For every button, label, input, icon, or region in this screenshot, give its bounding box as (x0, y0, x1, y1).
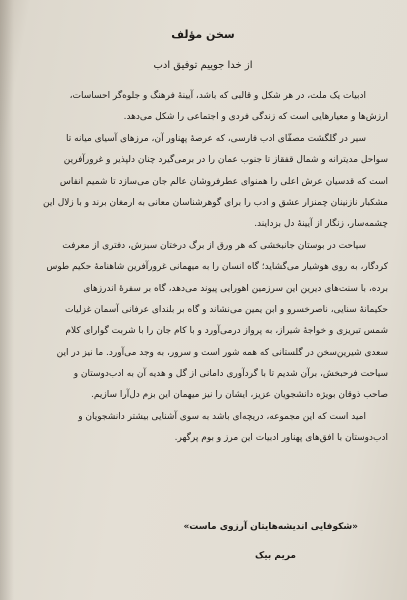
text-line: حکیمانهٔ سنایی، ناصرخسرو و ابن یمین می‌نشاند و گاه بر بلندای عرفانی آسمان غزلیات (64, 304, 388, 315)
text-line: شمس تبریزی و خواجهٔ شیراز، به پرواز درمی‌آورد و با کام جان را با شربت گوارای کلام (65, 326, 388, 337)
text-line: سیاحت فرحبخش، برآن شدیم تا با گردآوری دامانی از گل و هدیه آن به ادب‌دوستان و (73, 369, 388, 380)
text-line: امید است که این مجموعه، دریچه‌ای باشد به سوی آشنایی بیشتر دانشجویان و (78, 411, 366, 422)
text-line: برده، با سنت‌های دیرین این سرزمین اهورایی پیوند می‌دهد، گاه بر سفرهٔ اندرزهای (83, 283, 388, 294)
author-signature: مریم بیک (254, 551, 296, 561)
text-line: صاحب ذوقان بویژه دانشجویان عزیز، ایشان را نیز میهمان این بزم دل‌آرا سازیم. (91, 390, 388, 401)
foreword-body (18, 86, 388, 450)
text-line: است که قدسیان عرش اعلی را همنوای عطرفروشان عالم جان می‌سازد تا شمیم انفاس (59, 176, 388, 187)
foreword-text-block (18, 0, 388, 600)
page-binding-shadow (0, 0, 14, 600)
closing-quote: «شکوفایی اندیشه‌هایتان آرزوی ماست» (183, 522, 358, 532)
text-line: ادبیات یک ملت، در هر شکل و قالبی که باشد، آیینهٔ فرهنگ و جلوه‌گر احساسات، (69, 91, 366, 101)
text-line: سیاحت در بوستان جانبخشی که هر ورق از برگ درختان سبزش، دفتری از معرفت (62, 240, 366, 251)
text-line: سواحل مدیترانه و شمال قفقاز تا جنوب عمان را در برمی‌گیرد چنان دلپذیر و غرورآفرین (63, 155, 388, 166)
text-line: مشکبار نازنینان چمنزار عشق و ادب را برای گوهرشناسان معانی به ارمغان برند و با زلال این (43, 197, 388, 208)
text-line: کردگار، به روی هوشیار می‌گشاید؛ گاه انسان را به میهمانی غرورآفرین شاهنامهٔ حکیم طوس (46, 262, 388, 273)
text-line: ادب‌دوستان با افق‌های پهناور ادبیات این مرز و بوم پرگهر. (174, 433, 388, 444)
text-line: سیر در گلگشت مصفّای ادب فارسی، که عرصهٔ پهناور آن، مرزهای آسیای میانه تا (66, 133, 366, 144)
text-line: ارزش‌ها و معیارهایی است که زندگی فردی و اجتماعی را شکل می‌دهد. (123, 112, 388, 123)
page-title: سخن مؤلف (171, 28, 235, 41)
text-line: سعدی شیرین‌سخن در گلستانی که همه شور است و سرور، به وجد می‌آورد. ما نیز در این (56, 347, 388, 358)
text-line: چشمه‌سار، زنگار از آیینهٔ دل بزدایند. (254, 219, 388, 230)
page-subtitle: از خدا جوییم توفیق ادب (153, 60, 253, 71)
